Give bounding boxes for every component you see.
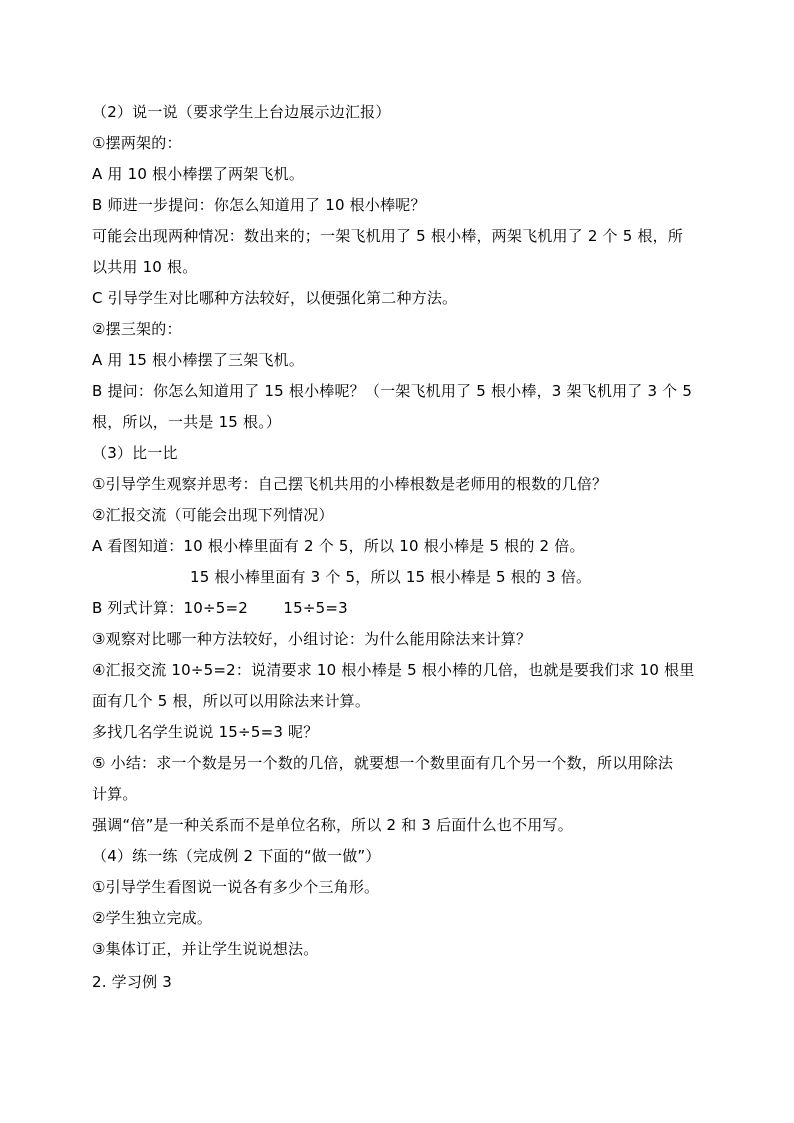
text-line: 强调“倍”是一种关系而不是单位名称，所以 2 和 3 后面什么也不用写。 (92, 816, 573, 834)
text-line: A 用 15 根小棒摆了三架飞机。 (92, 351, 305, 369)
text-line: ②汇报交流（可能会出现下列情况） (92, 506, 334, 524)
text-line: ③观察对比哪一种方法较好，小组讨论：为什么能用除法来计算？ (92, 630, 532, 648)
text-line: B 提问：你怎么知道用了 15 根小棒呢？（一架飞机用了 5 根小棒，3 架飞机用了 3 个 5 (92, 382, 693, 400)
section-heading-compare: （3）比一比 (92, 444, 178, 462)
text-line: ③集体订正，并让学生说说想法。 (92, 940, 319, 958)
text-line: 计算。 (92, 785, 138, 803)
text-line: 以共用 10 根。 (92, 258, 198, 276)
text-line: ①引导学生看图说一说各有多少个三角形。 (92, 878, 380, 896)
text-line: ②学生独立完成。 (92, 909, 213, 927)
text-line: C 引导学生对比哪种方法较好，以便强化第二种方法。 (92, 289, 458, 307)
text-line: A 看图知道：10 根小棒里面有 2 个 5，所以 10 根小棒是 5 根的 2 倍。 (92, 537, 585, 555)
text-line: A 用 10 根小棒摆了两架飞机。 (92, 165, 305, 183)
text-line: 根，所以，一共是 15 根。） (92, 413, 282, 431)
text-line: B 列式计算：10÷5=2 15÷5=3 (92, 599, 348, 617)
text-line: 多找几名学生说说 15÷5=3 呢？ (92, 723, 319, 741)
text-line: ④汇报交流 10÷5=2：说清要求 10 根小棒是 5 根小棒的几倍，也就是要我们求 10 根里 (92, 661, 695, 679)
text-line: ①摆两架的： (92, 134, 182, 152)
text-line: 面有几个 5 根，所以可以用除法来计算。 (92, 692, 371, 710)
text-line: ⑤ 小结：求一个数是另一个数的几倍，就要想一个数里面有几个另一个数，所以用除法 (92, 754, 674, 772)
text-line-indented: 15 根小棒里面有 3 个 5，所以 15 根小棒是 5 根的 3 倍。 (190, 568, 592, 586)
section-heading-example-3: 2. 学习例 3 (92, 973, 172, 991)
text-line: 可能会出现两种情况：数出来的；一架飞机用了 5 根小棒，两架飞机用了 2 个 5 根，所 (92, 227, 684, 245)
text-line: ①引导学生观察并思考：自己摆飞机共用的小棒根数是老师用的根数的几倍？ (92, 475, 608, 493)
text-line: B 师进一步提问：你怎么知道用了 10 根小棒呢？ (92, 196, 426, 214)
text-line: ②摆三架的： (92, 320, 182, 338)
section-heading-practice: （4）练一练（完成例 2 下面的“做一做”） (92, 847, 381, 865)
section-heading-say: （2）说一说（要求学生上台边展示边汇报） (92, 103, 391, 121)
